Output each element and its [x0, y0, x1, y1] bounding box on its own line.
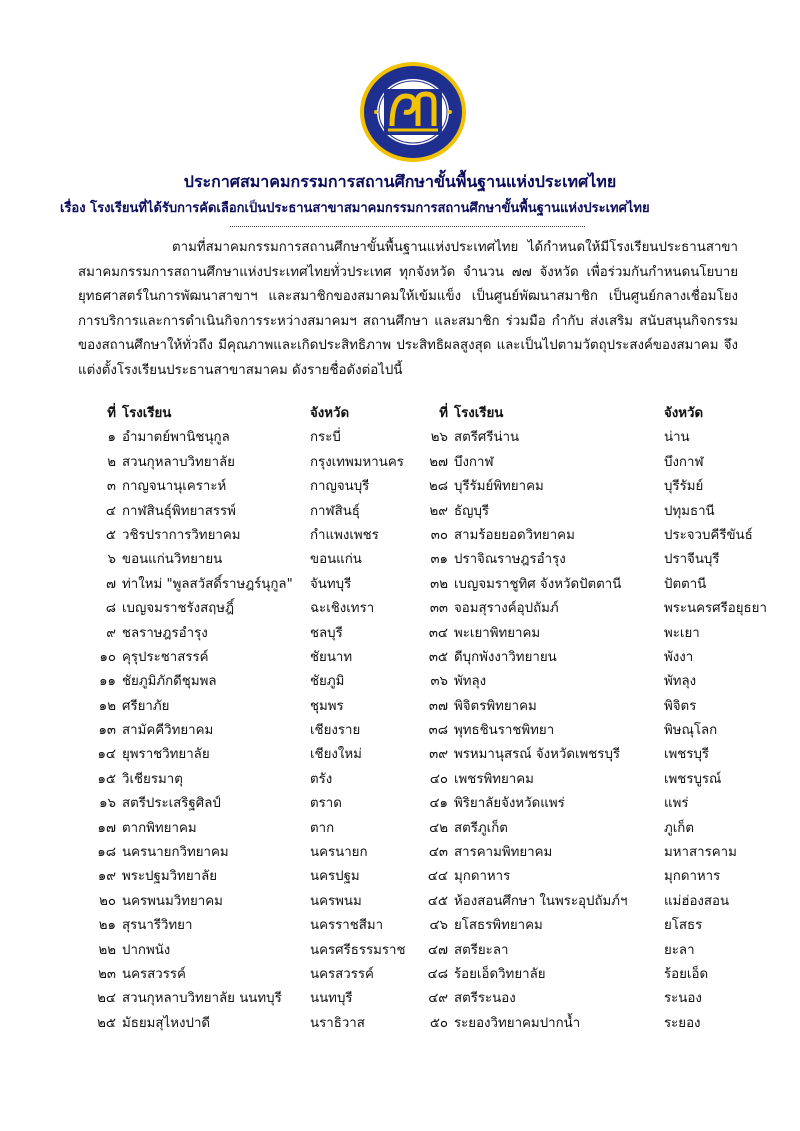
province-name: เชียงใหม่ — [310, 747, 362, 763]
school-number: ๔๒ — [429, 820, 448, 836]
table-row — [78, 719, 768, 743]
school-name: พิริยาลัยจังหวัดแพร่ — [454, 796, 565, 812]
province-name: มุกดาหาร — [664, 869, 721, 885]
school-name: ท่าใหม่ "พูลสวัสดิ์ราษฎร์นุกูล" — [122, 576, 293, 592]
school-number: ๓๒ — [430, 576, 448, 592]
school-name: พัทลุง — [454, 674, 487, 690]
table-row — [78, 475, 768, 499]
school-number: ๔๕ — [427, 893, 448, 909]
province-name: แม่ฮ่องสอน — [664, 893, 730, 909]
school-number: ๔๐ — [429, 771, 448, 787]
school-name: สตรีประเสริฐศิลป์ — [122, 796, 221, 812]
school-name: ระยองวิทยาคมปากน้ำ — [454, 1015, 581, 1031]
table-row — [78, 573, 768, 597]
school-name: กาญจนานุเคราะห์ — [122, 479, 227, 495]
table-row — [78, 792, 768, 816]
table-row — [78, 597, 768, 621]
province-name: จันทบุรี — [310, 576, 352, 592]
school-name: สวนกุหลาบวิทยาลัย — [122, 454, 235, 470]
province-name: นครปฐม — [310, 869, 360, 885]
province-name: ปัตตานี — [664, 576, 707, 592]
school-name: พระปฐมวิทยาลัย — [122, 869, 218, 885]
school-name: สตรีระนอง — [454, 991, 516, 1007]
school-name: ศรียาภัย — [122, 698, 170, 714]
header-province: จังหวัด — [664, 406, 704, 421]
school-name: ปราจิณราษฎรอำรุง — [454, 552, 566, 568]
header-no: ที่ — [107, 406, 116, 421]
province-name: พิจิตร — [664, 698, 697, 714]
province-name: กาญจนบุรี — [310, 479, 370, 495]
school-name: ชลราษฎรอำรุง — [122, 625, 208, 641]
province-name: ร้อยเอ็ด — [664, 966, 709, 982]
table-row — [78, 524, 768, 548]
table-row — [78, 987, 768, 1011]
province-name: เพชรบูรณ์ — [664, 771, 722, 787]
school-number: ๓๐ — [430, 527, 448, 543]
province-name: ชุมพร — [310, 698, 344, 714]
school-name: วชิรปราการวิทยาคม — [122, 527, 241, 543]
school-name: สตรีศรีน่าน — [454, 430, 520, 446]
school-name: สตรีภูเก็ต — [454, 820, 508, 836]
table-row — [78, 646, 768, 670]
province-name: ยโสธร — [664, 918, 703, 934]
province-name: นครศรีธรรมราช — [310, 942, 406, 958]
school-number: ๓๖ — [430, 674, 448, 690]
school-name: เพชรพิทยาคม — [454, 771, 534, 787]
school-name: เบญจมราชรังสฤษฎิ์ — [122, 601, 234, 617]
province-name: พระนครศรีอยุธยา — [664, 601, 767, 617]
province-name: มหาสารคาม — [664, 845, 737, 861]
announcement-subject: เรื่อง โรงเรียนที่ได้รับการคัดเลือกเป็นประธานสาขาสมาคมกรรมการสถานศึกษาขั้นพื้นฐานแห่งประเทศไทย — [60, 201, 650, 216]
school-name: อำมาตย์พานิชนุกูล — [122, 430, 230, 446]
school-name: พิจิตรพิทยาคม — [454, 698, 537, 714]
table-row — [78, 865, 768, 889]
school-name: บุรีรัมย์พิทยาคม — [454, 479, 544, 495]
province-name: นนทบุรี — [310, 991, 353, 1007]
province-name: แพร่ — [664, 796, 689, 812]
province-name: ระยอง — [664, 1015, 701, 1031]
school-name: ขอนแก่นวิทยายน — [122, 552, 223, 568]
table-row — [78, 743, 768, 767]
province-name: เพชรบุรี — [664, 747, 710, 763]
province-name: น่าน — [664, 430, 690, 446]
school-name: พะเยาพิทยาคม — [454, 625, 541, 641]
header-school: โรงเรียน — [122, 406, 172, 421]
table-row — [78, 548, 768, 572]
school-number: ๑๒ — [98, 698, 116, 714]
school-name: ร้อยเอ็ดวิทยาลัย — [454, 966, 546, 982]
province-name: ปราจีนบุรี — [664, 552, 720, 568]
table-row — [78, 914, 768, 938]
school-name: สวนกุหลาบวิทยาลัย นนทบุรี — [122, 991, 282, 1007]
province-name: ภูเก็ต — [664, 820, 694, 836]
table-row — [78, 963, 768, 987]
table-row — [78, 670, 768, 694]
school-number: ๓๘ — [428, 723, 448, 739]
table-row — [78, 841, 768, 865]
body-paragraph: ตามที่สมาคมกรรมการสถานศึกษาขั้นพื้นฐานแห่งประเทศไทย ได้กำหนดให้มีโรงเรียนประธานสาขาสมาคมกรรมการสถานศึกษาแห่งประเทศไทยทั่วประเทศ ทุกจังหวัด จำนวน ๗๗ จังหวัด เพื่อร่วมกันกำหนดนโยบายยุทธศาสตร์ในการพัฒนาสาขาฯ และสมาชิกของสมาคมให้เข้มแข็ง เป็นศูนย์พัฒนาสมาชิก เป็นศูนย์กลางเชื่อมโยงการบริการและการดำเนินกิจการระหว่างสมาคมฯ สถานศึกษา และสมาชิก ร่วมมือ กำกับ ส่งเสริม สนับสนุนกิจกรรมของสถานศึกษาให้ทั่วถึง มีคุณภาพและเกิดประสิทธิภาพ ประสิทธิผลสูงสุด และเป็นไปตามวัตถุประสงค์ของสมาคม จึงแต่งตั้งโรงเรียนประธานสาขาสมาคม ดังรายชื่อดังต่อไปนี้ — [78, 240, 738, 378]
table-row — [78, 451, 768, 475]
province-name: ประจวบคีรีขันธ์ — [664, 527, 753, 543]
association-logo — [358, 60, 468, 164]
table-row — [78, 622, 768, 646]
province-name: ขอนแก่น — [310, 552, 362, 568]
school-number: ๒๘ — [428, 479, 448, 495]
school-number: ๓ — [106, 479, 116, 495]
school-number: ๓๓ — [429, 601, 448, 617]
school-name: ปากพนัง — [122, 942, 171, 958]
province-name: ปทุมธานี — [664, 503, 715, 519]
province-name: ตรัง — [310, 771, 333, 787]
school-number: ๔ — [105, 503, 116, 519]
province-name: กาฬสินธุ์ — [310, 503, 360, 519]
school-number: ๔๔ — [427, 869, 448, 885]
school-name: นครพนมวิทยาคม — [122, 893, 223, 909]
school-name: นครสวรรค์ — [122, 966, 186, 982]
table-row — [78, 695, 768, 719]
province-name: พังงา — [664, 649, 694, 665]
header-school: โรงเรียน — [454, 406, 504, 421]
school-number: ๑๖ — [99, 796, 116, 812]
province-name: ตราด — [310, 796, 342, 812]
header-no: ที่ — [439, 406, 448, 421]
school-number: ๓๗ — [428, 698, 448, 714]
school-name: นครนายกวิทยาคม — [122, 845, 229, 861]
school-name: มัธยมสุไหงปาดี — [122, 1015, 211, 1031]
table-row — [78, 890, 768, 914]
province-name: ระนอง — [664, 991, 702, 1007]
school-number: ๕ — [105, 527, 116, 543]
table-row — [78, 1012, 768, 1036]
divider — [230, 226, 585, 227]
school-number: ๒๓ — [98, 966, 116, 982]
province-name: พะเยา — [664, 625, 700, 641]
school-number: ๔๑ — [429, 796, 448, 812]
school-number: ๑๘ — [97, 845, 116, 861]
province-name: ฉะเชิงเทรา — [310, 601, 375, 617]
school-name: บึงกาฬ — [454, 454, 494, 470]
school-name: คุรุประชาสรรค์ — [122, 649, 209, 665]
province-name: ยะลา — [664, 942, 695, 958]
school-number: ๑๓ — [98, 723, 116, 739]
school-name: พรหมานุสรณ์ จังหวัดเพชรบุรี — [454, 747, 621, 763]
school-name: ยโสธรพิทยาคม — [454, 918, 543, 934]
school-number: ๑ — [107, 430, 116, 446]
school-number: ๑๑ — [99, 674, 116, 690]
school-number: ๒๐ — [99, 893, 116, 909]
school-number: ๔๓ — [428, 845, 448, 861]
school-name: ธัญบุรี — [454, 503, 490, 519]
school-name: ห้องสอนศึกษา ในพระอุปถัมภ์ฯ — [454, 893, 628, 909]
school-name: เบญจมราชูทิศ จังหวัดปัตตานี — [454, 576, 622, 592]
province-name: เชียงราย — [310, 723, 361, 739]
school-number: ๙ — [106, 625, 116, 641]
province-name: ตาก — [310, 820, 335, 836]
school-number: ๒๑ — [98, 918, 116, 934]
province-name: พัทลุง — [664, 674, 697, 690]
school-name: สตรียะลา — [454, 942, 509, 958]
school-name: ดีบุกพังงาวิทยายน — [454, 649, 557, 665]
school-number: ๓๕ — [428, 649, 448, 665]
school-name: มุกดาหาร — [454, 869, 511, 885]
announcement-title: ประกาศสมาคมกรรมการสถานศึกษาขั้นพื้นฐานแห่งประเทศไทย — [183, 172, 617, 191]
school-name: พุทธชินราชพิทยา — [454, 723, 555, 739]
school-number: ๔๙ — [428, 991, 448, 1007]
school-number: ๑๔ — [97, 747, 116, 763]
province-name: นครพนม — [310, 893, 362, 909]
school-number: ๓๙ — [429, 747, 448, 763]
school-number: ๖ — [107, 552, 116, 568]
header-province: จังหวัด — [310, 406, 350, 421]
table-header — [78, 402, 768, 426]
school-number: ๒๒ — [98, 942, 116, 958]
school-number: ๑๐ — [99, 649, 116, 665]
school-number: ๑๗ — [97, 820, 116, 836]
school-number: ๓๑ — [430, 552, 448, 568]
school-number: ๓๔ — [428, 625, 448, 641]
table-row — [78, 768, 768, 792]
school-name: วิเชียรมาตุ — [122, 771, 183, 787]
school-number: ๘ — [105, 601, 116, 617]
school-number: ๔๘ — [427, 966, 448, 982]
province-name: พิษณุโลก — [664, 723, 718, 739]
province-name: กรุงเทพมหานคร — [310, 454, 404, 470]
school-name: สามร้อยยอดวิทยาคม — [454, 527, 575, 543]
school-name: สามัคคีวิทยาคม — [122, 723, 214, 739]
school-name: ยุพราชวิทยาลัย — [122, 747, 210, 763]
province-name: บุรีรัมย์ — [664, 479, 704, 495]
school-name: ตากพิทยาคม — [122, 820, 197, 836]
province-name: ชลบุรี — [310, 625, 343, 641]
table-row — [78, 500, 768, 524]
school-number: ๒๖ — [430, 430, 448, 446]
school-name: สารคามพิทยาคม — [454, 845, 553, 861]
province-name: ชัยนาท — [310, 649, 353, 665]
school-name: ชัยภูมิภักดีชุมพล — [122, 674, 217, 690]
school-number: ๔๗ — [427, 942, 448, 958]
province-name: นครสวรรค์ — [310, 966, 374, 982]
school-name: จอมสุรางค์อุปถัมภ์ — [454, 601, 559, 617]
school-number: ๕๐ — [429, 1015, 448, 1031]
province-name: นครราชสีมา — [310, 918, 384, 934]
table-row — [78, 817, 768, 841]
school-name: สุรนารีวิทยา — [122, 918, 193, 934]
school-number: ๑๙ — [97, 869, 116, 885]
school-number: ๗ — [106, 576, 116, 592]
school-list — [78, 402, 768, 1036]
announcement-body — [78, 236, 738, 384]
province-name: นราธิวาส — [310, 1015, 365, 1031]
school-number: ๔๖ — [429, 918, 448, 934]
province-name: กำแพงเพชร — [310, 527, 379, 543]
school-number: ๑๕ — [97, 771, 116, 787]
table-row — [78, 939, 768, 963]
table-row — [78, 426, 768, 450]
school-name: กาฬสินธุ์พิทยาสรรพ์ — [122, 503, 236, 519]
province-name: นครนายก — [310, 845, 368, 861]
school-number: ๒๗ — [429, 454, 448, 470]
province-name: ชัยภูมิ — [310, 674, 345, 690]
school-number: ๒๔ — [97, 991, 116, 1007]
province-name: กระบี่ — [310, 430, 341, 446]
province-name: บึงกาฬ — [664, 454, 704, 470]
school-number: ๒ — [107, 454, 116, 470]
school-number: ๒๕ — [97, 1015, 116, 1031]
school-number: ๒๙ — [429, 503, 448, 519]
